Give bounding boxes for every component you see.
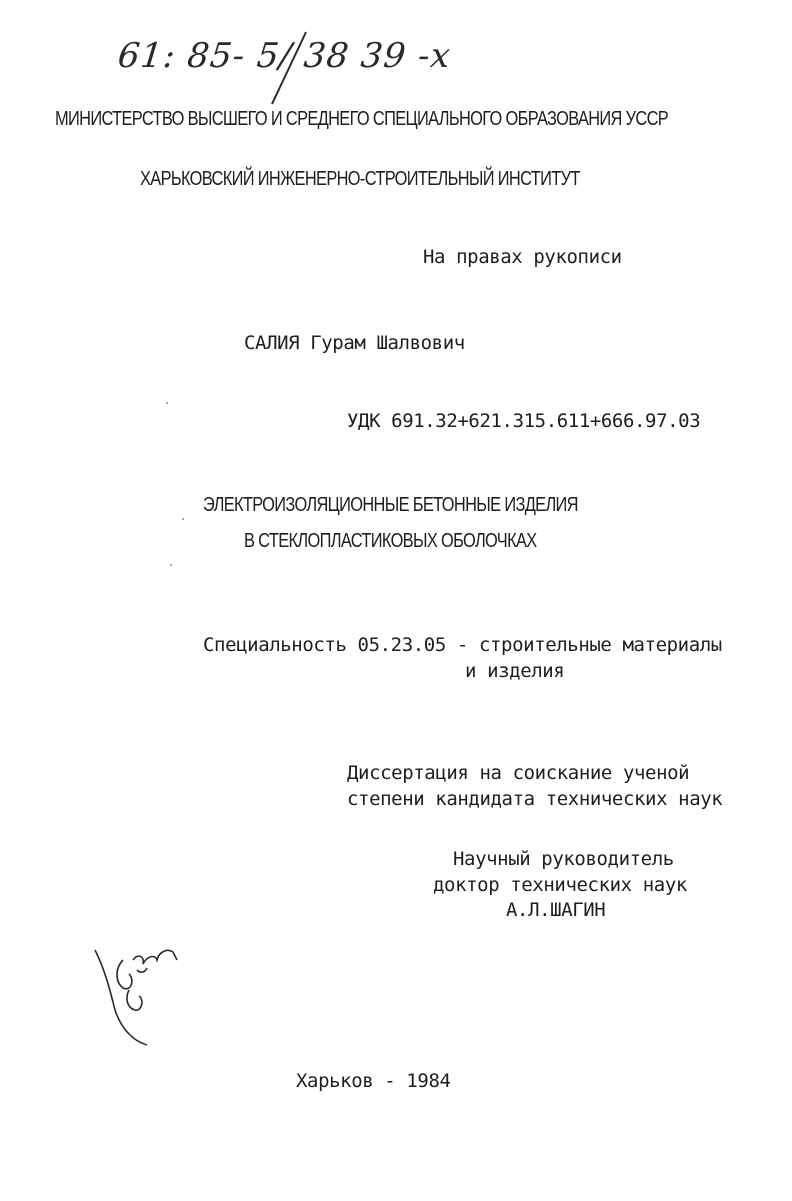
thesis-title-line-2: В СТЕКЛОПЛАСТИКОВЫХ ОБОЛОЧКАХ [244, 530, 537, 552]
author-name: САЛИЯ Гурам Шалвович [244, 332, 465, 354]
supervisor-role: Научный руководитель [453, 848, 674, 870]
scan-speck [170, 564, 172, 566]
institute-name: ХАРЬКОВСКИЙ ИНЖЕНЕРНО-СТРОИТЕЛЬНЫЙ ИНСТИТУТ [140, 168, 580, 190]
ministry-name: МИНИСТЕРСТВО ВЫСШЕГО И СРЕДНЕГО СПЕЦИАЛЬНОГО ОБРАЗОВАНИЯ УССР [55, 108, 669, 130]
handwritten-slash-icon [262, 28, 312, 108]
place-and-year: Харьков - 1984 [296, 1070, 451, 1092]
author-signature [85, 930, 185, 1050]
scan-speck [166, 402, 168, 404]
supervisor-degree: доктор технических наук [433, 874, 687, 896]
specialty-line-1: Специальность 05.23.05 - строительные материалы [203, 634, 722, 656]
manuscript-rights: На правах рукописи [423, 246, 622, 268]
supervisor-name: А.Л.ШАГИН [506, 899, 606, 921]
dissertation-line-1: Диссертация на соискание ученой [347, 762, 690, 784]
archive-number: 61: 85- 5/ 38 39 -x [115, 36, 453, 76]
scan-speck [182, 518, 184, 520]
specialty-line-2: и изделия [465, 660, 565, 682]
dissertation-line-2: степени кандидата технических наук [347, 788, 723, 810]
thesis-title-line-1: ЭЛЕКТРОИЗОЛЯЦИОННЫЕ БЕТОННЫЕ ИЗДЕЛИЯ [203, 494, 578, 516]
udc-code: УДК 691.32+621.315.611+666.97.03 [347, 410, 701, 432]
